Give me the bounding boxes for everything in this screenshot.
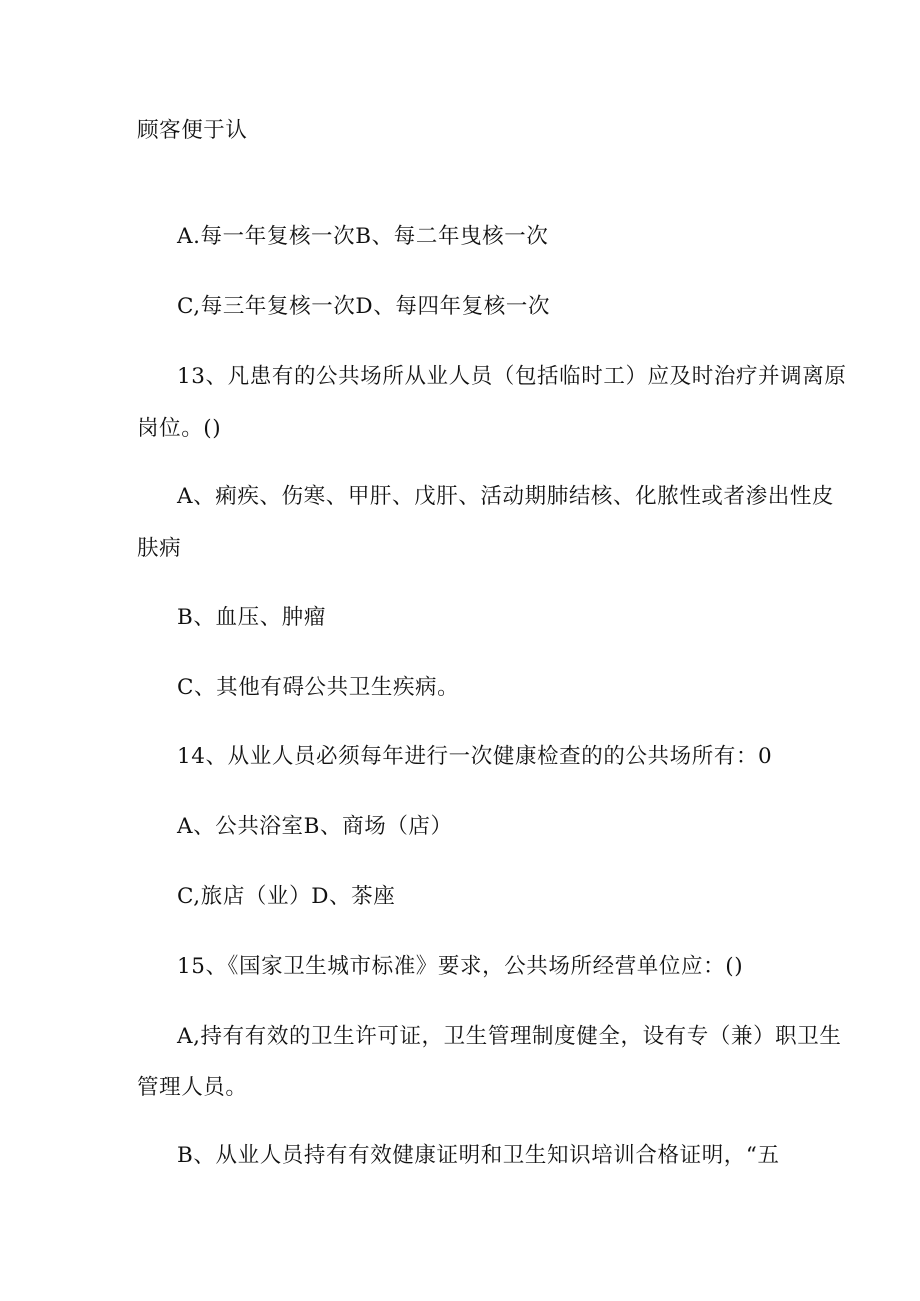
question-13: 13、凡患有的公共场所从业人员（包括临时工）应及时治疗并调离原 xyxy=(177,364,847,389)
option-line-continued: 管理人员。 xyxy=(137,1075,248,1100)
option-line: B、血压、肿瘤 xyxy=(177,605,327,630)
question-15: 15、《国家卫生城市标准》要求，公共场所经营单位应：() xyxy=(177,954,744,979)
option-line: B、从业人员持有有效健康证明和卫生知识培训合格证明，“五 xyxy=(177,1143,780,1168)
option-line: A,持有有效的卫生许可证，卫生管理制度健全，设有专（兼）职卫生 xyxy=(177,1024,842,1049)
option-line: C,旅店（业）D、茶座 xyxy=(177,884,396,909)
option-line: C,每三年复核一次D、每四年复核一次 xyxy=(177,294,551,319)
option-line: A、公共浴室B、商场（店） xyxy=(177,814,453,839)
option-line: C、其他有碍公共卫生疾病。 xyxy=(177,675,460,700)
option-line: A、痢疾、伤寒、甲肝、戊肝、活动期肺结核、化脓性或者渗出性皮 xyxy=(177,484,835,509)
option-line-continued: 肤病 xyxy=(137,536,182,561)
question-13-continued: 岗位。() xyxy=(137,416,222,441)
question-14: 14、从业人员必须每年进行一次健康检查的的公共场所有：0 xyxy=(177,744,773,769)
option-line: A.每一年复核一次B、每二年曳核一次 xyxy=(177,224,549,249)
text-line: 顾客便于认 xyxy=(137,118,248,143)
